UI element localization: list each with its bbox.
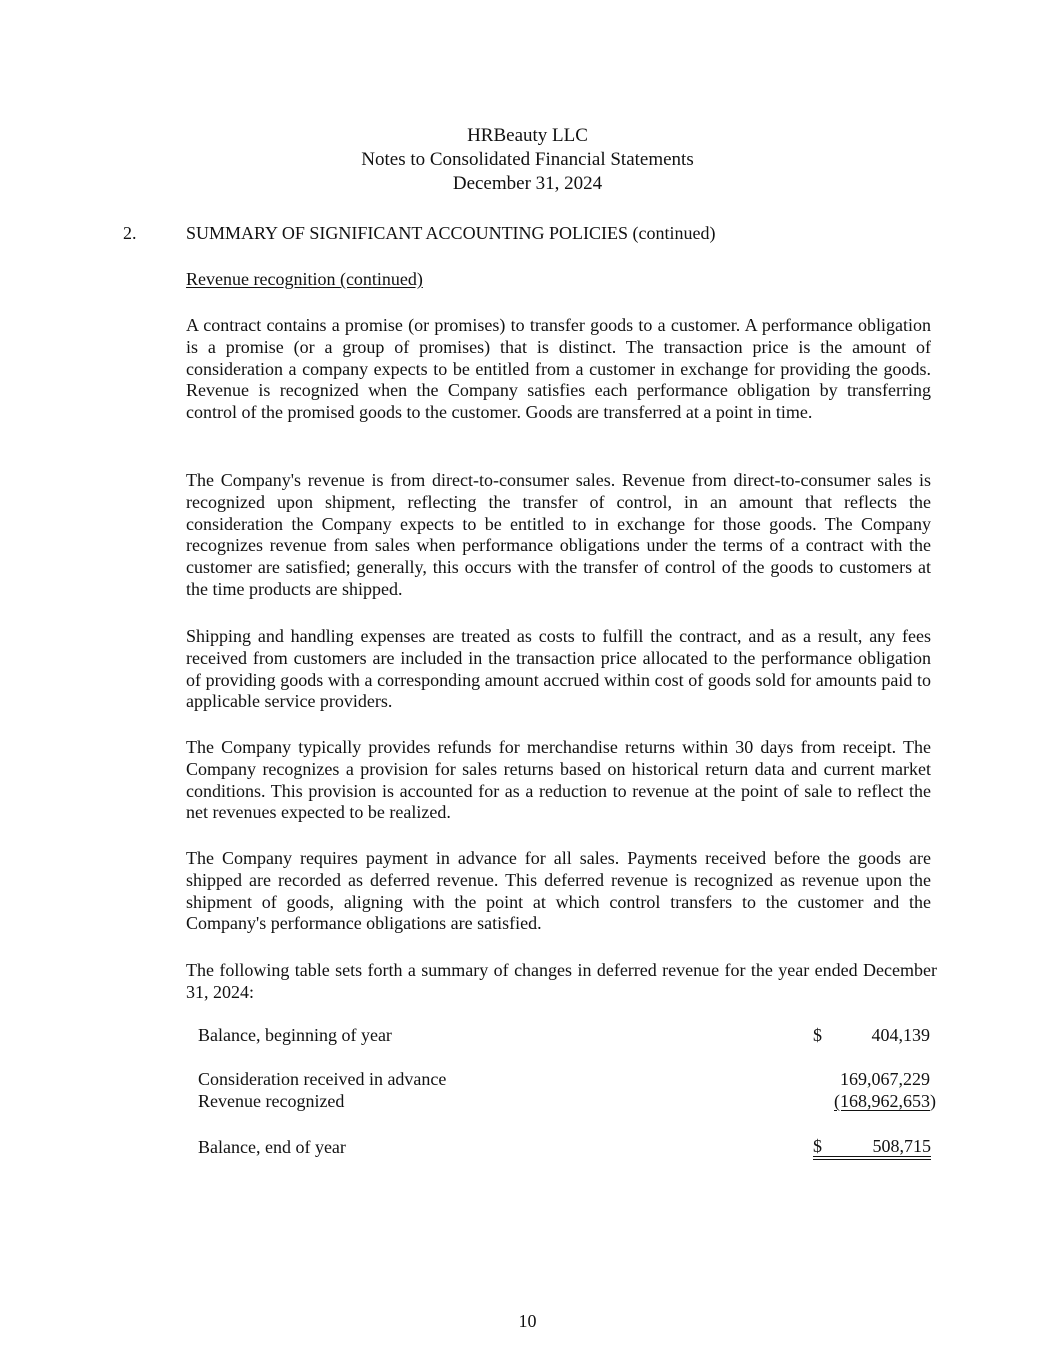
page-number: 10 — [518, 1311, 537, 1331]
amount-consideration-received: 169,067,229 — [840, 1069, 930, 1089]
paragraph: Shipping and handling expenses are treated as costs to fulfill the contract, and as a result, any fees received from customers are included in the transaction price allocated to the performance obligation of providing goods with a corresponding amount accrued within cost of goods sold for amounts paid to applicable service providers. — [186, 626, 931, 712]
double-underline-bottom — [813, 1159, 931, 1160]
amount-revenue-recognized — [813, 1090, 936, 1112]
paragraph: The Company requires payment in advance for all sales. Payments received before the goods are shipped are recorded as deferred revenue. This deferred revenue is recognized as revenue upon the shipment of goods, aligning with the point at which control transfers to the customer and the Company's performance obligations are satisfied. — [186, 848, 931, 934]
row-label-consideration-received: Consideration received in advance — [198, 1069, 447, 1089]
double-underline-top — [813, 1156, 931, 1157]
section-number: 2. — [123, 223, 137, 243]
amount-ending-balance: 508,715 — [872, 1136, 931, 1156]
company-name: HRBeauty LLC — [467, 125, 588, 146]
document-header — [0, 124, 1055, 196]
paragraph: A contract contains a promise (or promises) to transfer goods to a customer. A performance obligation is a promise (or a group of promises) that is distinct. The transaction price is the amount of consideration a company expects to be entitled from a customer in exchange for providing the goods. Revenue is recognized when the Company satisfies each performance obligation by transferring control of the promised goods to the customer. Goods are transferred at a point in time. — [186, 315, 931, 423]
row-label-revenue-recognized: Revenue recognized — [198, 1091, 345, 1111]
section-title: SUMMARY OF SIGNIFICANT ACCOUNTING POLICIES (continued) — [186, 223, 716, 243]
closing-paren: ) — [930, 1091, 936, 1111]
total-ending-balance — [813, 1135, 931, 1157]
paragraph: The following table sets forth a summary of changes in deferred revenue for the year ended December 31, 2024: — [186, 960, 937, 1002]
row-label-ending-balance: Balance, end of year — [198, 1137, 346, 1157]
currency-symbol: $ — [813, 1025, 822, 1045]
statement-date: December 31, 2024 — [452, 173, 603, 194]
document-title: Notes to Consolidated Financial Statements — [361, 149, 694, 170]
subheading: Revenue recognition (continued) — [186, 269, 423, 289]
amount-beginning-balance: 404,139 — [871, 1025, 930, 1045]
amount-revenue-recognized-value: (168,962,653 — [834, 1091, 930, 1111]
currency-symbol: $ — [813, 1136, 822, 1156]
row-label-beginning-balance: Balance, beginning of year — [198, 1025, 392, 1045]
paragraph: The Company typically provides refunds for merchandise returns within 30 days from receipt. The Company recognizes a provision for sales returns based on historical return data and current market conditions. This provision is accounted for as a reduction to revenue at the point of sale to reflect the net revenues expected to be realized. — [186, 737, 931, 823]
paragraph: The Company's revenue is from direct-to-consumer sales. Revenue from direct-to-consumer sales is recognized upon shipment, reflecting the transfer of control, in an amount that reflects the consideration the Company expects to be entitled to in exchange for those goods. The Company recognizes revenue from sales when performance obligations under the terms of a contract with the customer are satisfied; generally, this occurs with the transfer of control of the goods to customers at the time products are shipped. — [186, 470, 931, 599]
